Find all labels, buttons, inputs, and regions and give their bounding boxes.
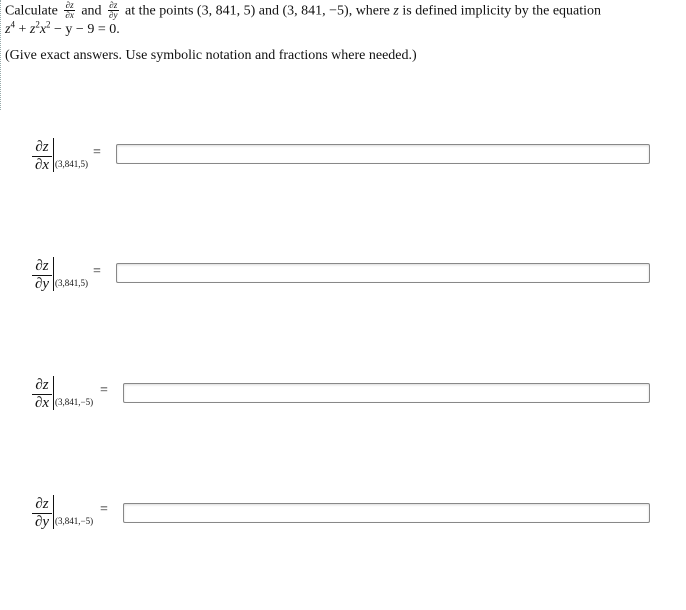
evaluation-point: (3,841,5) (55, 159, 88, 169)
answer-row-dzdx-pos (0, 140, 686, 190)
evaluation-point: (3,841,5) (55, 278, 88, 288)
dz-dy-fraction: $\frac{\partial z}{\partial y}$ (109, 0, 118, 20)
dz-dx-fraction: $\frac{\partial z}{\partial x}$ (65, 0, 74, 20)
evaluation-point: (3,841,−5) (55, 516, 94, 526)
partial-fraction: $\frac{\partial z}{\partial x}$ (32, 378, 52, 411)
equals-sign: = (93, 145, 101, 160)
answer-input-dzdy-3-841-5[interactable] (116, 263, 650, 283)
evaluation-point: (3,841,−5) (55, 397, 94, 407)
definition-text: is defined implicity by the equation (402, 3, 602, 19)
answer-row-dzdy-pos (0, 259, 686, 309)
answer-row-dzdy-neg (0, 497, 686, 547)
and-text: and (81, 3, 102, 19)
intro-text: Calculate (5, 3, 58, 19)
evaluation-bar (53, 138, 54, 172)
equals-sign: = (100, 502, 108, 517)
answer-input-dzdy-3-841-neg5[interactable] (123, 503, 650, 523)
problem-line-1 (5, 2, 681, 21)
points-text: at the points (3, 841, 5) and (3, 841, −5), where (125, 3, 390, 19)
evaluation-bar (53, 376, 54, 410)
equals-sign: = (93, 264, 101, 279)
equation: $z^4 + z^2x^2 - y - 9 = 0$. (5, 19, 120, 37)
partial-fraction: $\frac{\partial z}{\partial y}$ (32, 497, 52, 530)
equals-sign: = (100, 383, 108, 398)
partial-fraction: $\frac{\partial z}{\partial y}$ (32, 259, 52, 292)
partial-fraction: $\frac{\partial z}{\partial x}$ (32, 140, 52, 173)
instructions-hint: (Give exact answers. Use symbolic notation and fractions where needed.) (5, 48, 417, 63)
problem-statement (5, 2, 681, 64)
evaluation-bar (53, 495, 54, 529)
evaluation-bar (53, 257, 54, 291)
answer-row-dzdx-neg (0, 378, 686, 428)
left-margin-rule (0, 0, 3, 110)
z-variable: z (393, 3, 399, 19)
answer-input-dzdx-3-841-neg5[interactable] (123, 383, 650, 403)
answer-input-dzdx-3-841-5[interactable] (116, 144, 650, 164)
